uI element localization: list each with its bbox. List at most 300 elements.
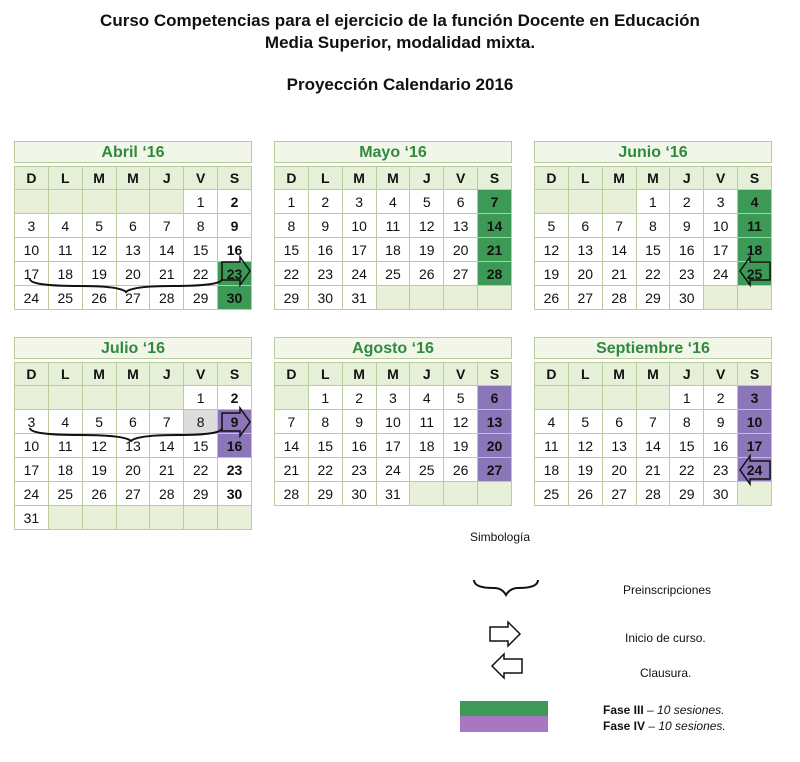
day-cell: 22 [670,458,704,482]
day-cell: 21 [602,262,636,286]
week-row [15,262,252,286]
week-row [15,482,252,506]
day-cell: 7 [636,410,670,434]
month-calendar [274,337,512,506]
weekday-header: L [308,363,342,386]
weekday-header: L [48,167,82,190]
day-cell: 16 [308,238,342,262]
day-cell: 16 [342,434,376,458]
month-title: Junio ‘16 [534,141,772,163]
weekday-header: M [342,167,376,190]
week-row [535,434,772,458]
day-cell: 8 [184,214,218,238]
empty-day-cell [444,286,478,310]
day-cell: 5 [568,410,602,434]
day-cell: 1 [308,386,342,410]
fase-iii-swatch [460,701,548,716]
legend-fase-iii [603,703,724,717]
day-cell: 11 [376,214,410,238]
month-calendar [14,337,252,530]
month-title: Julio ‘16 [14,337,252,359]
day-cell: 19 [568,458,602,482]
weekday-header: V [444,363,478,386]
weekday-header: J [150,167,184,190]
day-cell: 6 [444,190,478,214]
day-cell: 11 [48,434,82,458]
day-cell: 29 [308,482,342,506]
day-cell: 17 [376,434,410,458]
day-cell: 18 [48,262,82,286]
weekday-header: L [568,167,602,190]
weekday-header: S [218,363,252,386]
week-row [15,190,252,214]
day-cell: 31 [376,482,410,506]
month-title: Mayo ‘16 [274,141,512,163]
day-cell: 1 [184,386,218,410]
day-cell: 21 [150,262,184,286]
day-cell: 7 [150,214,184,238]
legend-preinscripciones: Preinscripciones [623,583,712,597]
day-cell: 17 [738,434,772,458]
week-row [535,286,772,310]
day-cell: 28 [636,482,670,506]
day-cell: 4 [738,190,772,214]
day-cell: 10 [738,410,772,434]
day-cell: 24 [342,262,376,286]
day-cell: 23 [670,262,704,286]
day-cell: 26 [82,482,116,506]
weekday-header: M [116,167,150,190]
week-row [275,214,512,238]
weekday-header: D [275,363,309,386]
day-cell: 3 [15,214,49,238]
day-cell: 28 [150,482,184,506]
day-cell: 22 [308,458,342,482]
weekday-header: S [738,363,772,386]
empty-day-cell [636,386,670,410]
day-cell: 7 [602,214,636,238]
month-calendar [14,141,252,310]
day-cell: 13 [568,238,602,262]
day-cell: 18 [738,238,772,262]
day-cell: 11 [738,214,772,238]
day-cell: 23 [308,262,342,286]
day-cell: 17 [15,458,49,482]
weekday-header: V [184,363,218,386]
month-grid [14,362,252,530]
day-cell: 9 [342,410,376,434]
weekday-header: V [704,167,738,190]
day-cell: 5 [410,190,444,214]
week-row [535,262,772,286]
weekday-header: D [535,363,569,386]
week-row [275,262,512,286]
day-cell: 12 [82,238,116,262]
week-row [535,386,772,410]
day-cell: 15 [184,434,218,458]
day-cell: 5 [82,410,116,434]
week-row [15,214,252,238]
day-cell: 20 [602,458,636,482]
title-line-1: Curso Competencias para el ejercicio de la función Docente en Educación [100,11,700,30]
day-cell: 13 [116,238,150,262]
day-cell: 19 [82,458,116,482]
empty-day-cell [82,190,116,214]
month-grid [534,362,772,506]
day-cell: 18 [376,238,410,262]
day-cell: 9 [704,410,738,434]
day-cell: 9 [670,214,704,238]
day-cell: 29 [670,482,704,506]
day-cell: 20 [478,434,512,458]
day-cell: 3 [15,410,49,434]
day-cell: 24 [376,458,410,482]
empty-day-cell [82,506,116,530]
empty-day-cell [535,190,569,214]
day-cell: 28 [478,262,512,286]
day-cell: 21 [150,458,184,482]
day-cell: 22 [636,262,670,286]
week-row [535,458,772,482]
day-cell: 4 [48,214,82,238]
day-cell: 15 [636,238,670,262]
day-cell: 30 [704,482,738,506]
day-cell: 13 [116,434,150,458]
week-row [535,190,772,214]
day-cell: 21 [478,238,512,262]
day-cell: 27 [602,482,636,506]
day-cell: 29 [636,286,670,310]
day-cell: 24 [15,286,49,310]
day-cell: 17 [704,238,738,262]
day-cell: 16 [218,434,252,458]
day-cell: 4 [535,410,569,434]
week-row [15,434,252,458]
day-cell: 8 [184,410,218,434]
weekday-header: S [738,167,772,190]
day-cell: 6 [568,214,602,238]
day-cell: 23 [218,262,252,286]
weekday-header: J [670,167,704,190]
day-cell: 2 [308,190,342,214]
day-cell: 29 [184,482,218,506]
empty-day-cell [410,482,444,506]
day-cell: 31 [342,286,376,310]
day-cell: 17 [342,238,376,262]
weekday-header: L [568,363,602,386]
day-cell: 1 [636,190,670,214]
day-cell: 22 [275,262,309,286]
day-cell: 7 [150,410,184,434]
legend-end-arrow-icon [492,654,522,678]
day-cell: 15 [670,434,704,458]
week-row [15,238,252,262]
weekday-header: J [670,363,704,386]
day-cell: 15 [308,434,342,458]
day-cell: 17 [15,262,49,286]
day-cell: 10 [15,434,49,458]
day-cell: 5 [444,386,478,410]
empty-day-cell [48,386,82,410]
day-cell: 11 [410,410,444,434]
day-cell: 3 [376,386,410,410]
legend-brace-icon [474,580,538,595]
day-cell: 8 [308,410,342,434]
week-row [275,190,512,214]
day-cell: 1 [275,190,309,214]
day-cell: 12 [535,238,569,262]
day-cell: 24 [704,262,738,286]
day-cell: 2 [342,386,376,410]
week-row [275,286,512,310]
fase-iii-sessions: – 10 sesiones. [643,703,725,717]
day-cell: 13 [602,434,636,458]
title-line-2: Media Superior, modalidad mixta. [264,33,536,52]
day-cell: 4 [48,410,82,434]
weekday-header: S [478,363,512,386]
day-cell: 9 [308,214,342,238]
day-cell: 8 [670,410,704,434]
weekday-header: M [636,363,670,386]
day-cell: 27 [568,286,602,310]
day-cell: 7 [478,190,512,214]
day-cell: 20 [444,238,478,262]
empty-day-cell [150,506,184,530]
month-title: Abril ‘16 [14,141,252,163]
day-cell: 30 [670,286,704,310]
weekday-header: V [704,363,738,386]
day-cell: 26 [444,458,478,482]
empty-day-cell [568,386,602,410]
day-cell: 22 [184,458,218,482]
week-row [15,458,252,482]
day-cell: 25 [48,286,82,310]
day-cell: 15 [184,238,218,262]
week-row [535,410,772,434]
empty-day-cell [410,286,444,310]
day-cell: 14 [636,434,670,458]
month-calendar [534,141,772,310]
day-cell: 16 [704,434,738,458]
day-cell: 30 [342,482,376,506]
page-subtitle: Proyección Calendario 2016 [286,75,514,94]
day-cell: 5 [82,214,116,238]
day-cell: 4 [376,190,410,214]
legend-start-arrow-icon [490,622,520,646]
day-cell: 3 [738,386,772,410]
day-cell: 14 [275,434,309,458]
day-cell: 2 [218,190,252,214]
day-cell: 13 [444,214,478,238]
weekday-header: M [602,363,636,386]
day-cell: 21 [636,458,670,482]
day-cell: 19 [82,262,116,286]
legend-fase-iv [603,719,726,733]
week-row [275,458,512,482]
empty-day-cell [15,386,49,410]
day-cell: 16 [218,238,252,262]
weekday-header: M [342,363,376,386]
empty-day-cell [116,386,150,410]
day-cell: 6 [116,410,150,434]
day-cell: 2 [670,190,704,214]
day-cell: 25 [410,458,444,482]
month-grid [14,166,252,310]
empty-day-cell [48,506,82,530]
fase-iv-sessions: – 10 sesiones. [645,719,726,733]
empty-day-cell [82,386,116,410]
legend-title: Simbología [470,530,531,544]
weekday-header: M [82,167,116,190]
day-cell: 10 [704,214,738,238]
day-cell: 13 [478,410,512,434]
day-cell: 19 [444,434,478,458]
weekday-header: M [376,363,410,386]
day-cell: 8 [636,214,670,238]
day-cell: 23 [218,458,252,482]
empty-day-cell [48,190,82,214]
day-cell: 9 [218,410,252,434]
empty-day-cell [602,386,636,410]
month-title: Septiembre ‘16 [534,337,772,359]
day-cell: 26 [568,482,602,506]
month-calendar [274,141,512,310]
legend-clausura: Clausura. [640,666,692,680]
empty-day-cell [535,386,569,410]
day-cell: 3 [342,190,376,214]
day-cell: 4 [410,386,444,410]
empty-day-cell [704,286,738,310]
day-cell: 5 [535,214,569,238]
day-cell: 3 [704,190,738,214]
day-cell: 28 [602,286,636,310]
day-cell: 30 [308,286,342,310]
weekday-header: S [478,167,512,190]
fase-iii-label: Fase III [603,703,644,717]
day-cell: 30 [218,286,252,310]
day-cell: 2 [218,386,252,410]
week-row [275,434,512,458]
week-row [275,482,512,506]
empty-day-cell [738,482,772,506]
day-cell: 26 [410,262,444,286]
week-row [15,286,252,310]
weekday-header: D [15,167,49,190]
day-cell: 30 [218,482,252,506]
weekday-header: L [308,167,342,190]
day-cell: 27 [444,262,478,286]
day-cell: 6 [478,386,512,410]
day-cell: 23 [704,458,738,482]
empty-day-cell [218,506,252,530]
day-cell: 10 [376,410,410,434]
day-cell: 15 [275,238,309,262]
month-title: Agosto ‘16 [274,337,512,359]
fase-iv-swatch [460,716,548,732]
day-cell: 24 [15,482,49,506]
empty-day-cell [478,286,512,310]
weekday-header: M [376,167,410,190]
day-cell: 14 [478,214,512,238]
day-cell: 11 [535,434,569,458]
day-cell: 28 [275,482,309,506]
day-cell: 12 [82,434,116,458]
month-grid [534,166,772,310]
empty-day-cell [478,482,512,506]
day-cell: 20 [116,458,150,482]
day-cell: 19 [410,238,444,262]
day-cell: 18 [535,458,569,482]
day-cell: 8 [275,214,309,238]
day-cell: 18 [48,458,82,482]
empty-day-cell [150,190,184,214]
week-row [275,410,512,434]
week-row [15,410,252,434]
week-row [535,482,772,506]
empty-day-cell [738,286,772,310]
month-grid [274,166,512,310]
day-cell: 16 [670,238,704,262]
day-cell: 20 [116,262,150,286]
weekday-header: V [184,167,218,190]
day-cell: 14 [150,238,184,262]
day-cell: 7 [275,410,309,434]
empty-day-cell [15,190,49,214]
week-row [535,238,772,262]
legend-inicio: Inicio de curso. [625,631,706,645]
fase-iv-label: Fase IV [603,719,646,733]
day-cell: 12 [410,214,444,238]
weekday-header: M [82,363,116,386]
day-cell: 14 [602,238,636,262]
day-cell: 2 [704,386,738,410]
empty-day-cell [444,482,478,506]
month-calendar [534,337,772,506]
weekday-header: D [15,363,49,386]
week-row [15,386,252,410]
day-cell: 29 [184,286,218,310]
day-cell: 25 [376,262,410,286]
day-cell: 9 [218,214,252,238]
day-cell: 23 [342,458,376,482]
empty-day-cell [184,506,218,530]
day-cell: 10 [342,214,376,238]
day-cell: 25 [738,262,772,286]
weekday-header: S [218,167,252,190]
day-cell: 18 [410,434,444,458]
empty-day-cell [275,386,309,410]
weekday-header: V [444,167,478,190]
empty-day-cell [376,286,410,310]
day-cell: 29 [275,286,309,310]
week-row [275,238,512,262]
day-cell: 27 [478,458,512,482]
day-cell: 10 [15,238,49,262]
empty-day-cell [116,506,150,530]
weekday-header: M [636,167,670,190]
weekday-header: M [602,167,636,190]
day-cell: 6 [602,410,636,434]
week-row [275,386,512,410]
weekday-header: D [535,167,569,190]
day-cell: 27 [116,286,150,310]
month-grid [274,362,512,506]
empty-day-cell [568,190,602,214]
day-cell: 14 [150,434,184,458]
day-cell: 11 [48,238,82,262]
weekday-header: M [116,363,150,386]
weekday-header: D [275,167,309,190]
